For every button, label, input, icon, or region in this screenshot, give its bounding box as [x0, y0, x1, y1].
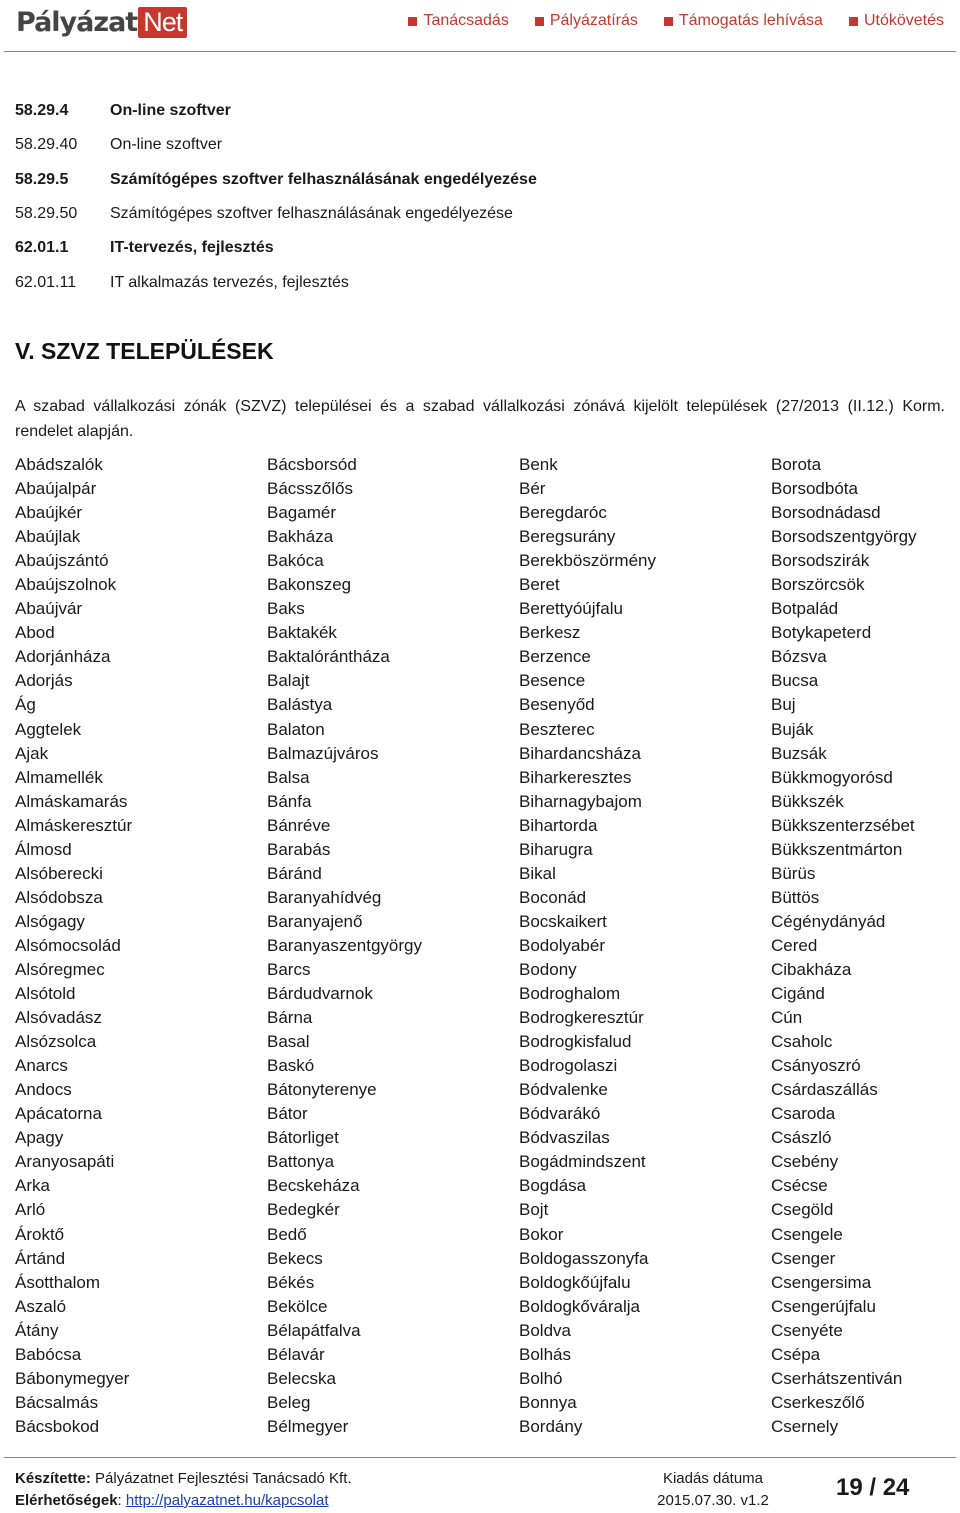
town-name: Berekböszörmény [519, 551, 657, 571]
town-name: Bódvaszilas [519, 1128, 610, 1148]
page-number: 19 / 24 [836, 1474, 910, 1501]
town-name: Bükkszék [771, 791, 844, 811]
town-name: Ároktő [15, 1224, 65, 1244]
town-list [15, 453, 960, 1439]
town-name: Balaton [267, 719, 325, 739]
town-name: Bedegkér [267, 1200, 340, 1220]
town-name: Cún [771, 1008, 803, 1028]
town-name: Buják [771, 719, 814, 739]
nav-item-utokovetes[interactable] [849, 12, 944, 30]
town-name: Alsóvadász [15, 1008, 102, 1028]
nav-label: Utókövetés [863, 12, 944, 29]
town-name: Apagy [15, 1128, 64, 1148]
town-name: Alsódobsza [15, 887, 103, 907]
town-name: Biharkeresztes [519, 767, 632, 787]
town-name: Benk [519, 455, 558, 474]
town-name: Abaújalpár [15, 479, 97, 499]
town-name: Cered [771, 935, 818, 955]
town-name: Csányoszró [771, 1056, 861, 1076]
town-name: Biharnagybajom [519, 791, 642, 811]
town-name: Alsóberecki [15, 863, 103, 883]
code-number: 58.29.40 [15, 136, 78, 154]
town-name: Almáskamarás [15, 791, 128, 811]
code-number: 58.29.4 [15, 102, 69, 120]
town-name: Baktakék [267, 623, 337, 643]
town-name: Bolhó [519, 1368, 563, 1388]
contact-link[interactable]: http://palyazatnet.hu/kapcsolat [125, 1492, 329, 1509]
town-name: Besence [519, 671, 586, 691]
town-name: Cigánd [771, 984, 825, 1004]
town-name: Baskó [267, 1056, 315, 1076]
town-name: Cserhátszentiván [771, 1368, 903, 1388]
town-name: Aszaló [15, 1296, 67, 1316]
town-name: Bagamér [267, 503, 336, 523]
code-row [15, 265, 537, 299]
town-name: Baranyaszentgyörgy [267, 935, 422, 955]
code-text: On-line szoftver [110, 136, 223, 154]
town-name: Csenyéte [771, 1320, 843, 1340]
town-name: Csengersima [771, 1272, 872, 1292]
town-name: Csernely [771, 1416, 839, 1436]
town-name: Apácatorna [15, 1104, 102, 1124]
town-name: Borsodszirák [771, 551, 870, 571]
site-header [0, 0, 960, 52]
code-row [15, 163, 537, 197]
town-name: Bodroghalom [519, 984, 621, 1004]
town-name: Balajt [267, 671, 310, 691]
palyazatnet-logo[interactable] [16, 4, 187, 40]
town-name: Bánréve [267, 815, 331, 835]
town-name: Ág [15, 695, 36, 715]
town-column [771, 453, 960, 1439]
town-name: Bokor [519, 1224, 564, 1244]
town-name: Abaújszántó [15, 551, 109, 571]
nav-item-tamogatas-lehivasa[interactable] [664, 12, 823, 30]
logo-net-badge: Net [138, 7, 187, 38]
code-number: 62.01.1 [15, 239, 69, 257]
town-column [15, 453, 267, 1439]
town-name: Ajak [15, 743, 49, 763]
bullet-square-icon [849, 17, 858, 26]
town-name: Bodony [519, 959, 577, 979]
town-name: Büttös [771, 887, 820, 907]
town-name: Balástya [267, 695, 333, 715]
town-name: Borsodbóta [771, 479, 858, 499]
author-name: Pályázatnet Fejlesztési Tanácsadó Kft. [95, 1470, 352, 1487]
town-name: Bedő [267, 1224, 307, 1244]
code-row [15, 197, 537, 231]
town-name: Arló [15, 1200, 46, 1220]
town-name: Báránd [267, 863, 322, 883]
town-name: Berkesz [519, 623, 581, 643]
town-name: Adorjánháza [15, 647, 111, 667]
town-name: Bükkszentmárton [771, 839, 903, 859]
code-number: 58.29.5 [15, 170, 69, 188]
release-label: Kiadás dátuma [662, 1470, 764, 1487]
town-name: Boconád [519, 887, 587, 907]
town-name: Arka [15, 1176, 50, 1196]
town-name: Bocskaikert [519, 911, 607, 931]
town-name: Átány [15, 1320, 59, 1340]
town-name: Borszörcsök [771, 575, 865, 595]
bullet-square-icon [535, 17, 544, 26]
town-name: Almáskeresztúr [15, 815, 133, 835]
logo-main-text: Pályázat [16, 6, 138, 38]
town-name: Bakonszeg [267, 575, 352, 595]
town-name: Baranyajenő [267, 911, 363, 931]
town-name: Alsóregmec [15, 959, 105, 979]
town-name: Beret [519, 575, 560, 595]
town-name: Bekölce [267, 1296, 328, 1316]
town-name: Abaújvár [15, 599, 83, 619]
code-text: On-line szoftver [110, 102, 231, 120]
town-name: Baranyahídvég [267, 887, 382, 907]
town-name: Boldogkőváralja [519, 1296, 640, 1316]
release-value: 2015.07.30. v1.2 [657, 1492, 769, 1509]
town-name: Alsógagy [15, 911, 85, 931]
town-name: Csegöld [771, 1200, 834, 1220]
town-name: Alsózsolca [15, 1032, 97, 1052]
town-name: Andocs [15, 1080, 72, 1100]
town-name: Basal [267, 1032, 310, 1052]
town-name: Bükkmogyorósd [771, 767, 893, 787]
town-name: Buj [771, 695, 796, 715]
town-name: Barcs [267, 959, 311, 979]
town-name: Barabás [267, 839, 331, 859]
town-name: Bogádmindszent [519, 1152, 646, 1172]
town-column [267, 453, 519, 1439]
town-name: Bodrogkeresztúr [519, 1008, 644, 1028]
town-name: Csárdaszállás [771, 1080, 878, 1100]
town-name: Bódvarákó [519, 1104, 601, 1124]
code-number: 58.29.50 [15, 205, 78, 223]
town-name: Berzence [519, 647, 591, 667]
town-name: Borsodnádasd [771, 503, 881, 523]
town-name: Csaroda [771, 1104, 836, 1124]
town-name: Anarcs [15, 1056, 68, 1076]
town-name: Csengerújfalu [771, 1296, 876, 1316]
town-column [519, 453, 771, 1439]
code-row [15, 128, 537, 162]
town-name: Bátonyterenye [267, 1080, 377, 1100]
town-name: Bácsalmás [15, 1392, 99, 1412]
town-name: Bükkszenterzsébet [771, 815, 915, 835]
town-name: Bátorliget [267, 1128, 339, 1148]
town-name: Cibakháza [771, 959, 852, 979]
town-name: Császló [771, 1128, 832, 1148]
section-title: V. SZVZ TELEPÜLÉSEK [15, 338, 274, 364]
town-name: Beleg [267, 1392, 311, 1412]
town-name: Bodolyabér [519, 935, 606, 955]
town-name: Csenger [771, 1248, 836, 1268]
town-name: Bodrogkisfalud [519, 1032, 632, 1052]
header-divider [4, 51, 956, 52]
town-name: Bürüs [771, 863, 816, 883]
town-name: Álmosd [15, 839, 72, 859]
town-name: Bolhás [519, 1344, 571, 1364]
town-name: Bélavár [267, 1344, 325, 1364]
section-intro: A szabad vállalkozási zónák (SZVZ) települései és a szabad vállalkozási zónává kijelölt települések (27/2013 (II.12.) Korm. rendelet alapján. [15, 398, 945, 440]
town-name: Borsodszentgyörgy [771, 527, 917, 547]
town-name: Bakháza [267, 527, 334, 547]
town-name: Bojt [519, 1200, 549, 1220]
nav-label: Tanácsadás [423, 12, 509, 29]
main-nav [408, 12, 944, 30]
town-name: Bekecs [267, 1248, 323, 1268]
town-name: Abádszalók [15, 455, 103, 474]
town-name: Aranyosapáti [15, 1152, 115, 1172]
town-name: Cserkeszőlő [771, 1392, 865, 1412]
town-name: Bácsbokod [15, 1416, 100, 1436]
footer-contact-line: Elérhetőségek: http://palyazatnet.hu/kapcsolat [15, 1492, 329, 1509]
town-name: Alsómocsolád [15, 935, 121, 955]
code-text: IT-tervezés, fejlesztés [110, 239, 274, 257]
town-name: Balsa [267, 767, 310, 787]
town-name: Bodrogolaszi [519, 1056, 618, 1076]
footer-author-line [15, 1468, 352, 1490]
town-name: Beregdaróc [519, 503, 607, 523]
town-name: Buzsák [771, 743, 827, 763]
town-name: Bélapátfalva [267, 1320, 361, 1340]
nav-item-palyazatiras[interactable] [535, 12, 638, 30]
teaor-code-list [15, 94, 537, 300]
town-name: Botpalád [771, 599, 839, 619]
town-name: Bikal [519, 863, 556, 883]
town-name: Aggtelek [15, 719, 82, 739]
town-name: Biharugra [519, 839, 593, 859]
town-name: Bábonymegyer [15, 1368, 130, 1388]
author-label: Készítette: [15, 1470, 91, 1487]
town-name: Ásotthalom [15, 1272, 101, 1292]
town-name: Békés [267, 1272, 315, 1292]
town-name: Belecska [267, 1368, 336, 1388]
nav-label: Támogatás lehívása [678, 12, 823, 29]
code-number: 62.01.11 [15, 273, 77, 291]
town-name: Bordány [519, 1416, 583, 1436]
town-name: Bátor [267, 1104, 308, 1124]
town-name: Boldogasszonyfa [519, 1248, 649, 1268]
town-name: Babócsa [15, 1344, 82, 1364]
code-text: Számítógépes szoftver felhasználásának engedélyezése [110, 205, 513, 223]
town-name: Bélmegyer [267, 1416, 349, 1436]
town-name: Cégénydányád [771, 911, 886, 931]
town-name: Berettyóújfalu [519, 599, 623, 619]
town-name: Abaújkér [15, 503, 83, 523]
town-name: Bihardancsháza [519, 743, 641, 763]
town-name: Csaholc [771, 1032, 833, 1052]
town-name: Ártánd [15, 1248, 66, 1268]
town-name: Almamellék [15, 767, 103, 787]
town-name: Battonya [267, 1152, 335, 1172]
town-name: Beregsurány [519, 527, 616, 547]
town-name: Baktalórántháza [267, 647, 390, 667]
town-name: Bér [519, 479, 546, 499]
town-name: Balmazújváros [267, 743, 379, 763]
code-text: Számítógépes szoftver felhasználásának engedélyezése [110, 170, 537, 188]
code-row [15, 94, 537, 128]
town-name: Borota [771, 455, 822, 474]
town-name: Becskeháza [267, 1176, 360, 1196]
footer-divider [4, 1457, 956, 1458]
town-name: Beszterec [519, 719, 595, 739]
town-name: Bácsborsód [267, 455, 357, 474]
release-info [653, 1468, 773, 1512]
town-name: Bárdudvarnok [267, 984, 373, 1004]
nav-item-tanacsadas[interactable] [408, 12, 508, 30]
town-name: Bihartorda [519, 815, 598, 835]
nav-label: Pályázatírás [549, 12, 638, 29]
town-name: Abaújlak [15, 527, 81, 547]
town-name: Boldva [519, 1320, 571, 1340]
code-text: IT alkalmazás tervezés, fejlesztés [110, 273, 349, 291]
town-name: Csépa [771, 1344, 821, 1364]
town-name: Bácsszőlős [267, 479, 353, 499]
town-name: Bárna [267, 1008, 313, 1028]
town-name: Bucsa [771, 671, 819, 691]
town-name: Botykapeterd [771, 623, 872, 643]
town-name: Bakóca [267, 551, 324, 571]
town-name: Bonnya [519, 1392, 577, 1412]
town-name: Besenyőd [519, 695, 595, 715]
contact-label: Elérhetőségek [15, 1492, 118, 1509]
town-name: Adorjás [15, 671, 73, 691]
town-name: Bogdása [519, 1176, 587, 1196]
town-name: Csécse [771, 1176, 828, 1196]
town-name: Bánfa [267, 791, 312, 811]
town-name: Abaújszolnok [15, 575, 117, 595]
town-name: Bózsva [771, 647, 827, 667]
footer-info [15, 1468, 352, 1512]
town-name: Baks [267, 599, 305, 619]
town-name: Csengele [771, 1224, 843, 1244]
town-name: Alsótold [15, 984, 76, 1004]
bullet-square-icon [408, 17, 417, 26]
town-name: Boldogkőújfalu [519, 1272, 631, 1292]
town-name: Abod [15, 623, 55, 643]
code-row [15, 231, 537, 265]
town-name: Bódvalenke [519, 1080, 608, 1100]
bullet-square-icon [664, 17, 673, 26]
town-name: Csebény [771, 1152, 839, 1172]
